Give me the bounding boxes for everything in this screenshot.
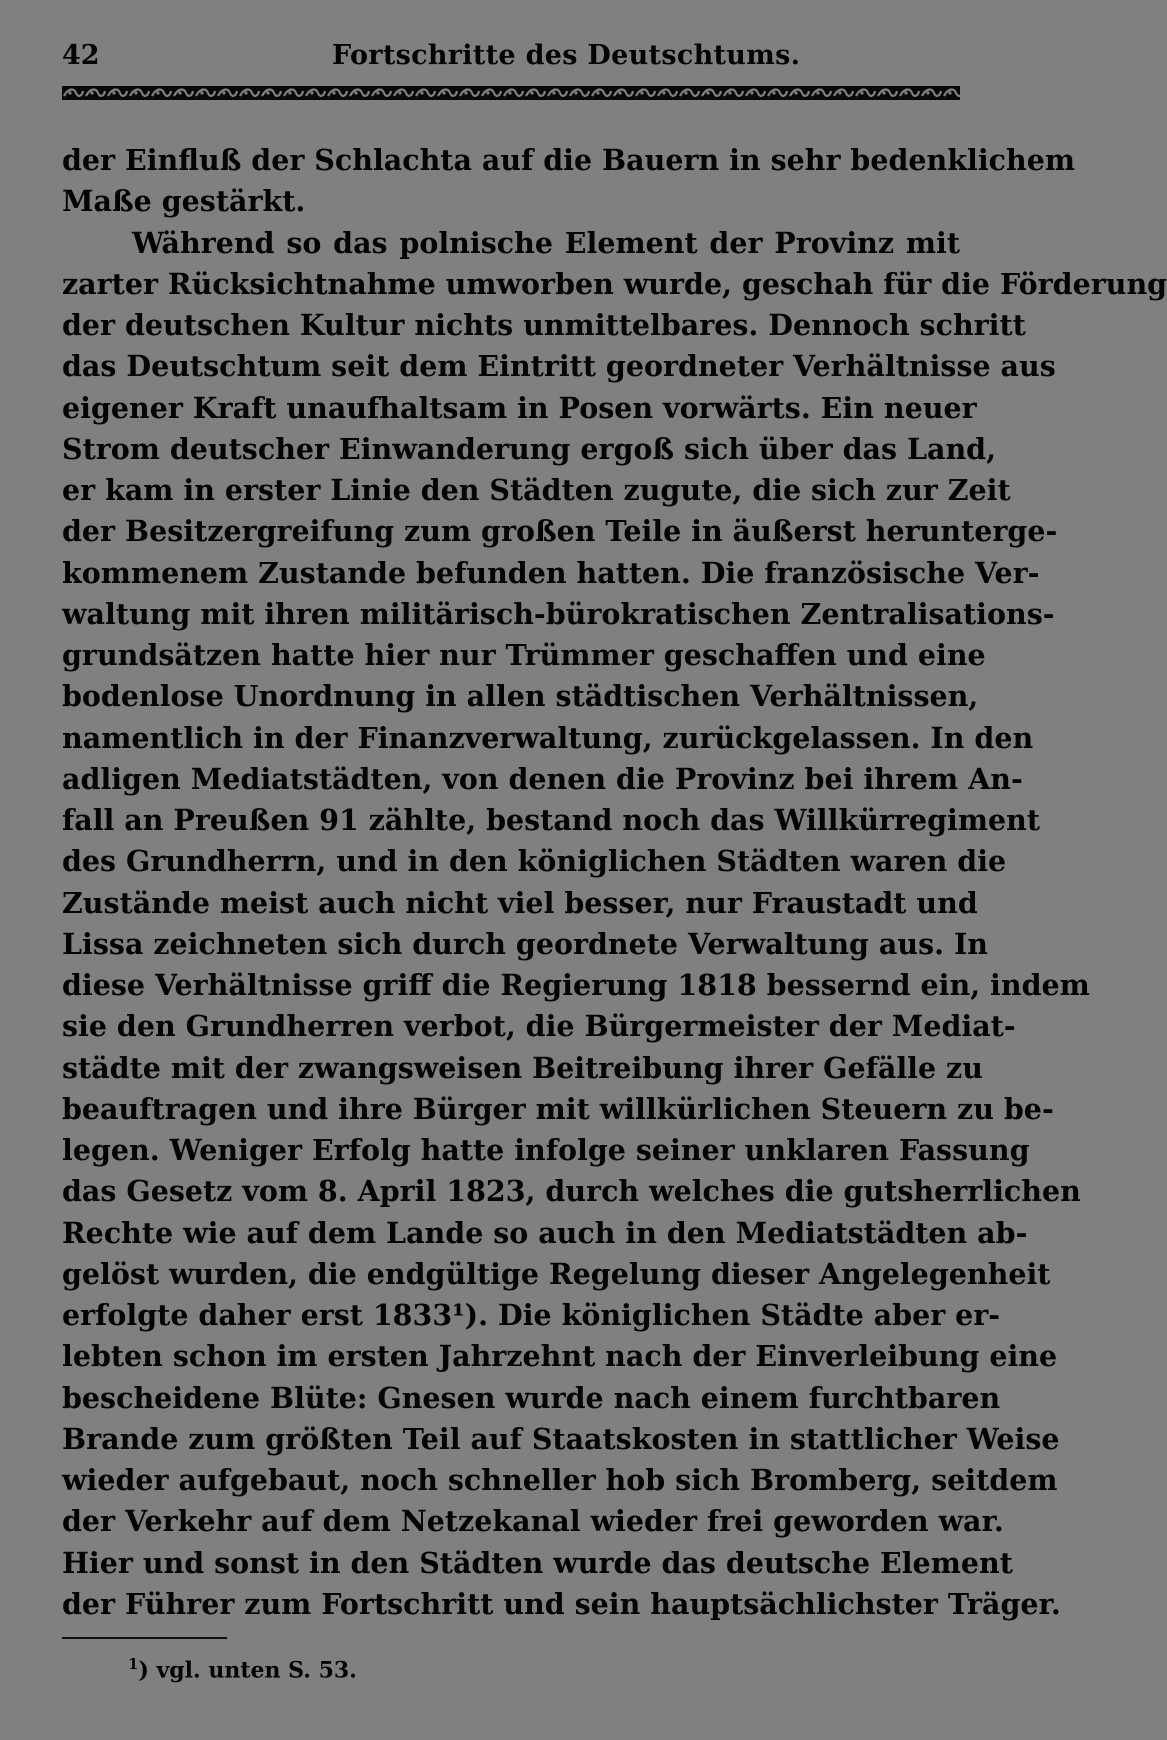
text-line: der Einfluß der Schlachta auf die Bauern in sehr bedenklichem (62, 143, 1076, 177)
body-text (62, 140, 1167, 1625)
text-line: Während so das polnische Element der Provinz mit (132, 225, 960, 260)
text-line: lebten schon im ersten Jahrzehnt nach der Einverleibung eine (62, 1339, 1058, 1374)
text-line: er kam in erster Linie den Städten zugute, die sich zur Zeit (62, 473, 1011, 507)
text-line: fall an Preußen 91 zählte, bestand noch das Willkürregiment (62, 803, 1041, 837)
text-line: kommenem Zustande befunden hatten. Die französische Ver- (62, 555, 1040, 590)
text-line: beauftragen und ihre Bürger mit willkürlichen Steuern zu be- (62, 1091, 1054, 1126)
text-line: diese Verhältnisse griff die Regierung 1818 bessernd ein, indem (62, 968, 1090, 1002)
footnote (128, 1655, 357, 1683)
footnote-text: ) vgl. unten S. 53. (138, 1657, 357, 1684)
page-number: 42 (62, 40, 100, 71)
text-line: Rechte wie auf dem Lande so auch in den Mediatstädten ab- (62, 1215, 1028, 1250)
running-title: Fortschritte des Deutschtums. (332, 40, 801, 71)
text-line: zarter Rücksichtnahme umworben wurde, geschah für die Förderung (62, 266, 1167, 301)
text-line: grundsätzen hatte hier nur Trümmer geschaffen und eine (62, 638, 986, 672)
text-line: bodenlose Unordnung in allen städtischen Verhältnissen, (62, 679, 979, 714)
text-line: waltung mit ihren militärisch-bürokratischen Zentralisations- (62, 596, 1055, 631)
text-line: Brande zum größten Teil auf Staatskosten in stattlicher Weise (62, 1421, 1060, 1456)
text-line: sie den Grundherren verbot, die Bürgermeister der Mediat- (62, 1009, 1016, 1044)
text-line: der Besitzergreifung zum großen Teile in äußerst herunterge- (62, 514, 1058, 549)
footnote-marker: 1 (128, 1655, 139, 1673)
text-line: der deutschen Kultur nichts unmittelbares. Dennoch schritt (62, 308, 1026, 342)
decorative-border-ornament (62, 86, 960, 100)
text-line: namentlich in der Finanzverwaltung, zurückgelassen. In den (62, 720, 1034, 755)
text-line: adligen Mediatstädten, von denen die Provinz bei ihrem An- (62, 761, 1023, 796)
text-line: des Grundherrn, und in den königlichen Städten waren die (62, 844, 1007, 879)
text-line: wieder aufgebaut, noch schneller hob sich Bromberg, seitdem (62, 1463, 1058, 1497)
text-line: Zustände meist auch nicht viel besser, nur Fraustadt und (62, 885, 978, 920)
text-line: städte mit der zwangsweisen Beitreibung ihrer Gefälle zu (62, 1050, 983, 1085)
page-header (62, 40, 958, 80)
text-line: der Führer zum Fortschritt und sein hauptsächlichster Träger. (62, 1586, 1061, 1621)
text-line: Hier und sonst in den Städten wurde das deutsche Element (62, 1545, 1013, 1580)
text-line: Strom deutscher Einwanderung ergoß sich über das Land, (62, 431, 997, 466)
text-line: Lissa zeichneten sich durch geordnete Verwaltung aus. In (62, 926, 989, 961)
text-line: erfolgte daher erst 1833¹). Die königlichen Städte aber er- (62, 1298, 1001, 1332)
text-line: legen. Weniger Erfolg hatte infolge seiner unklaren Fassung (62, 1133, 1030, 1167)
text-line: der Verkehr auf dem Netzekanal wieder frei geworden war. (62, 1504, 1004, 1539)
text-line: gelöst wurden, die endgültige Regelung dieser Angelegenheit (62, 1256, 1051, 1291)
text-line: das Gesetz vom 8. April 1823, durch welches die gutsherrlichen (62, 1174, 1081, 1209)
footnote-separator (62, 1637, 227, 1639)
text-line: bescheidene Blüte: Gnesen wurde nach einem furchtbaren (62, 1380, 1001, 1415)
text-line: eigener Kraft unaufhaltsam in Posen vorwärts. Ein neuer (62, 390, 977, 425)
text-line: Maße gestärkt. (62, 184, 306, 219)
text-line: das Deutschtum seit dem Eintritt geordneter Verhältnisse aus (62, 349, 1056, 384)
